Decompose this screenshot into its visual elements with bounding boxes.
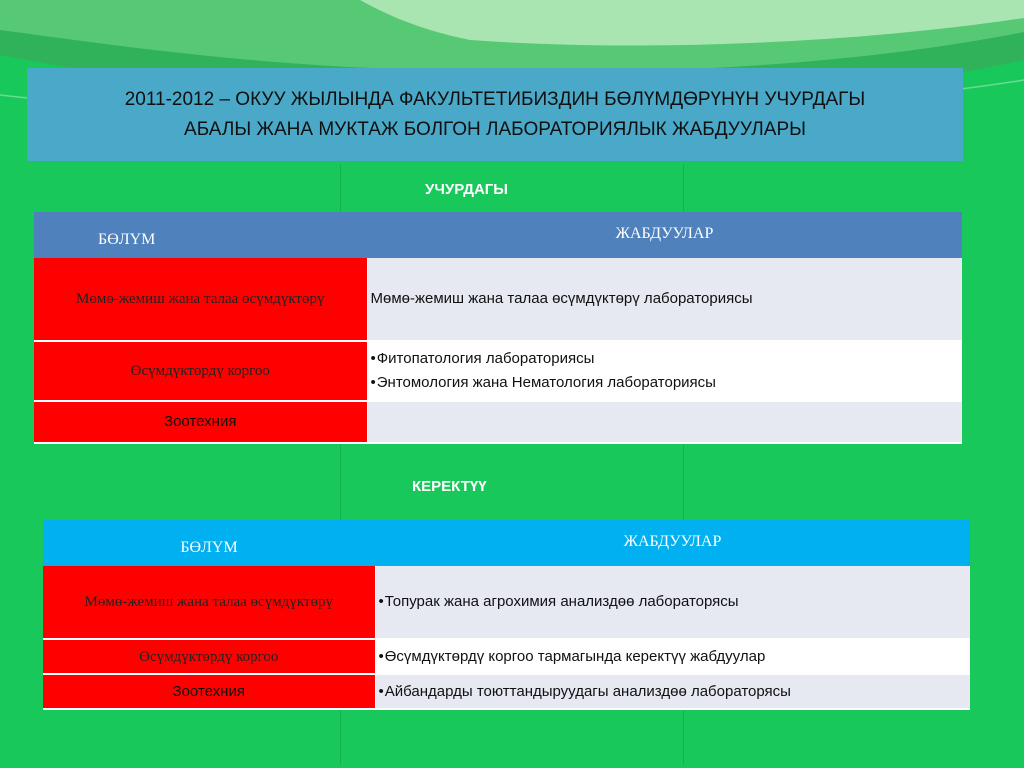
- table-header-row: [43, 520, 970, 566]
- column-header-dept: БӨЛҮМ: [98, 231, 156, 248]
- title-box: [27, 68, 963, 161]
- equipment-item: • Энтомология жана Нематология лабораториясы: [371, 371, 963, 395]
- page-title-line-2: АБАЛЫ ЖАНА МУКТАЖ БОЛГОН ЛАБОРАТОРИЯЛЫК ЖАБДУУЛАРЫ: [184, 118, 806, 140]
- dept-cell: Зоотехния: [43, 674, 375, 709]
- equipment-item: • Фитопатология лабораториясы: [371, 347, 963, 371]
- equipment-cell: [375, 674, 970, 709]
- needed-equipment-table: [43, 520, 970, 710]
- dept-cell: Мөмө-жемиш жана талаа өсүмдүктөрү: [34, 258, 367, 341]
- table-row: [43, 674, 970, 709]
- dept-cell: Мөмө-жемиш жана талаа өсүмдүктөрү: [43, 566, 375, 639]
- table-row: [34, 341, 962, 401]
- column-header-dept: БӨЛҮМ: [180, 539, 238, 556]
- dept-cell: Өсүмдүктөрдү коргоо: [43, 639, 375, 674]
- column-header-equipment: ЖАБДУУЛАР: [615, 224, 714, 242]
- table-row: [43, 639, 970, 674]
- table-row: [34, 258, 962, 341]
- dept-cell: Өсүмдүктөрдү коргоо: [34, 341, 367, 401]
- equipment-item: • Топурак жана агрохимия анализдөө лабораторясы: [379, 590, 971, 614]
- table-header-row: [34, 212, 962, 258]
- equipment-cell: [375, 639, 970, 674]
- equipment-cell: [367, 258, 962, 341]
- table-row: [43, 566, 970, 639]
- needed-section-heading: КЕРЕКТҮҮ: [412, 478, 487, 495]
- current-section-heading: УЧУРДАГЫ: [425, 181, 508, 198]
- equipment-item: Мөмө-жемиш жана талаа өсүмдүктөрү лабораториясы: [370, 290, 753, 307]
- equipment-item: • Айбандарды тоюттандыруудагы анализдөө лабораторясы: [379, 680, 971, 704]
- column-header-equipment: ЖАБДУУЛАР: [623, 532, 722, 550]
- equipment-item: • Өсүмдүктөрдү коргоо тармагында керектүү жабдуулар: [379, 645, 971, 669]
- page-title-line-1: 2011-2012 – ОКУУ ЖЫЛЫНДА ФАКУЛЬТЕТИБИЗДИН БӨЛҮМДӨРҮНҮН УЧУРДАГЫ: [124, 88, 866, 110]
- dept-cell: Зоотехния: [34, 401, 367, 443]
- table-row: [34, 401, 962, 443]
- equipment-cell: [375, 566, 970, 639]
- current-equipment-table: [34, 212, 962, 444]
- equipment-cell-empty: [367, 401, 962, 443]
- equipment-cell: [367, 341, 962, 401]
